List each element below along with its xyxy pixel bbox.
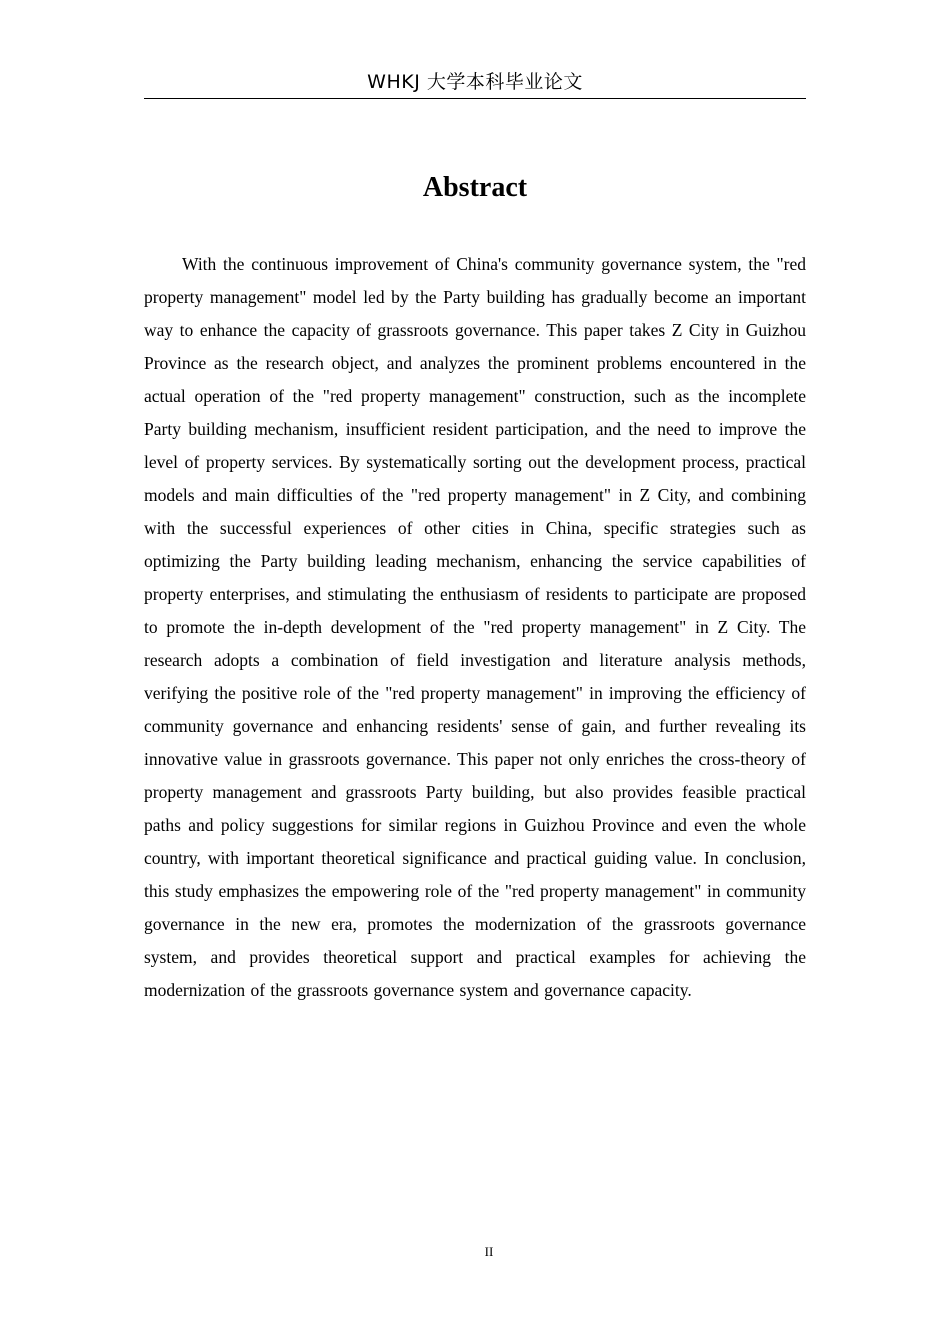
running-header: WHKJ 大学本科毕业论文 — [367, 71, 583, 93]
abstract-paragraph: With the continuous improvement of China's community governance system, the "red property management" model led by the Party building has gradually become an important way to enhance the capacity of grassroots governance. This paper takes Z City in Guizhou Province as the research object, and analyzes the prominent problems encountered in the actual operation of the "red property management" construction, such as the incomplete Party building mechanism, insufficient resident participation, and the need to improve the level of property services. By systematically sorting out the development process, practical models and main difficulties of the "red property management" in Z City, and combining with the successful experiences of other cities in China, specific strategies such as optimizing the Party building leading mechanism, enhancing the service capabilities of property enterprises, and stimulating the enthusiasm of residents to participate are proposed to promote the in-depth development of the "red property management" in Z City. The research adopts a combination of field investigation and literature analysis methods, verifying the positive role of the "red property management" in improving the efficiency of community governance and enhancing residents' sense of gain, and further revealing its innovative value in grassroots governance. This paper not only enriches the cross-theory of property management and grassroots Party building, but also provides feasible practical paths and policy suggestions for similar regions in Guizhou Province and even the whole country, with important theoretical significance and practical guiding value. In conclusion, this study emphasizes the empowering role of the "red property management" in community governance in the new era, promotes the modernization of the grassroots governance system, and provides theoretical support and practical examples for achieving the modernization of the grassroots governance system and governance capacity. — [144, 254, 806, 1000]
header-divider — [144, 98, 806, 99]
page-number: II — [484, 1244, 494, 1259]
abstract-heading: Abstract — [422, 172, 528, 203]
